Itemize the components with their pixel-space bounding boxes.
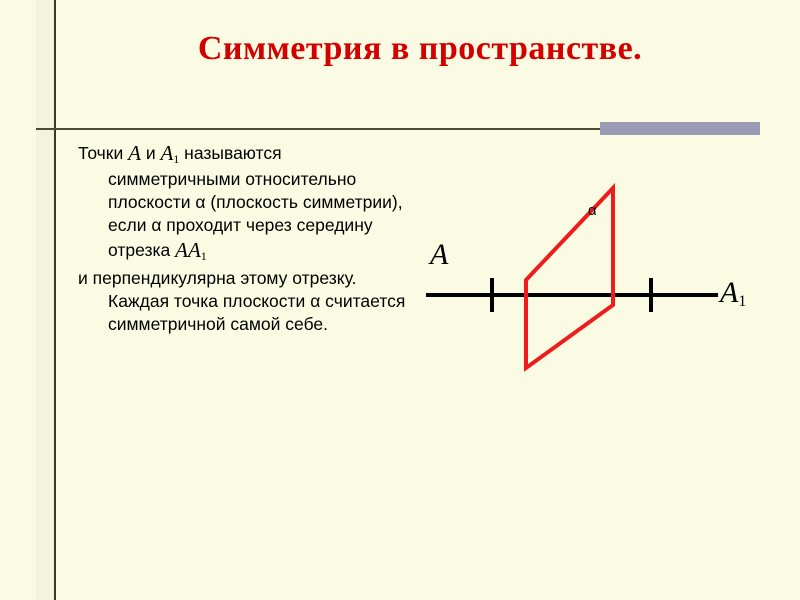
divider-accent-block [600, 122, 760, 135]
math-point-a1 [160, 141, 179, 165]
math-point-a: A [128, 141, 141, 165]
body-text [78, 140, 408, 336]
math-point-a1-sub: 1 [173, 152, 180, 166]
paragraph-1-content [78, 140, 408, 265]
page-title: Симметрия в пространстве. [197, 30, 643, 67]
paragraph-1-conj: и [145, 143, 156, 163]
plane-alpha [526, 188, 613, 368]
paragraph-1 [78, 140, 408, 265]
left-decorative-band [36, 0, 56, 600]
math-point-a1-base: A [160, 141, 174, 165]
label-point-a1-sub: 1 [738, 293, 747, 310]
paragraph-2-content: и перпендикулярна этому отрезку. Каждая точка плоскости α считается симметричной самой себе. [78, 267, 406, 335]
label-alpha: α [588, 202, 597, 219]
math-segment-sub: 1 [200, 249, 207, 264]
label-point-a1-base: A [720, 276, 739, 309]
label-point-a1 [720, 276, 746, 311]
symmetry-figure [408, 160, 788, 410]
paragraph-2 [78, 267, 408, 336]
paragraph-1-lead: Точки [78, 143, 124, 163]
math-segment-aa1 [175, 238, 207, 262]
paragraph-1-tail: называются симметричными относительно плоскости α (плоскость симметрии), если α проходит через середину отрезка [108, 143, 403, 261]
left-decorative-band-inner [36, 0, 53, 600]
label-point-a: A [430, 238, 449, 271]
math-segment-base: AA [175, 238, 201, 263]
